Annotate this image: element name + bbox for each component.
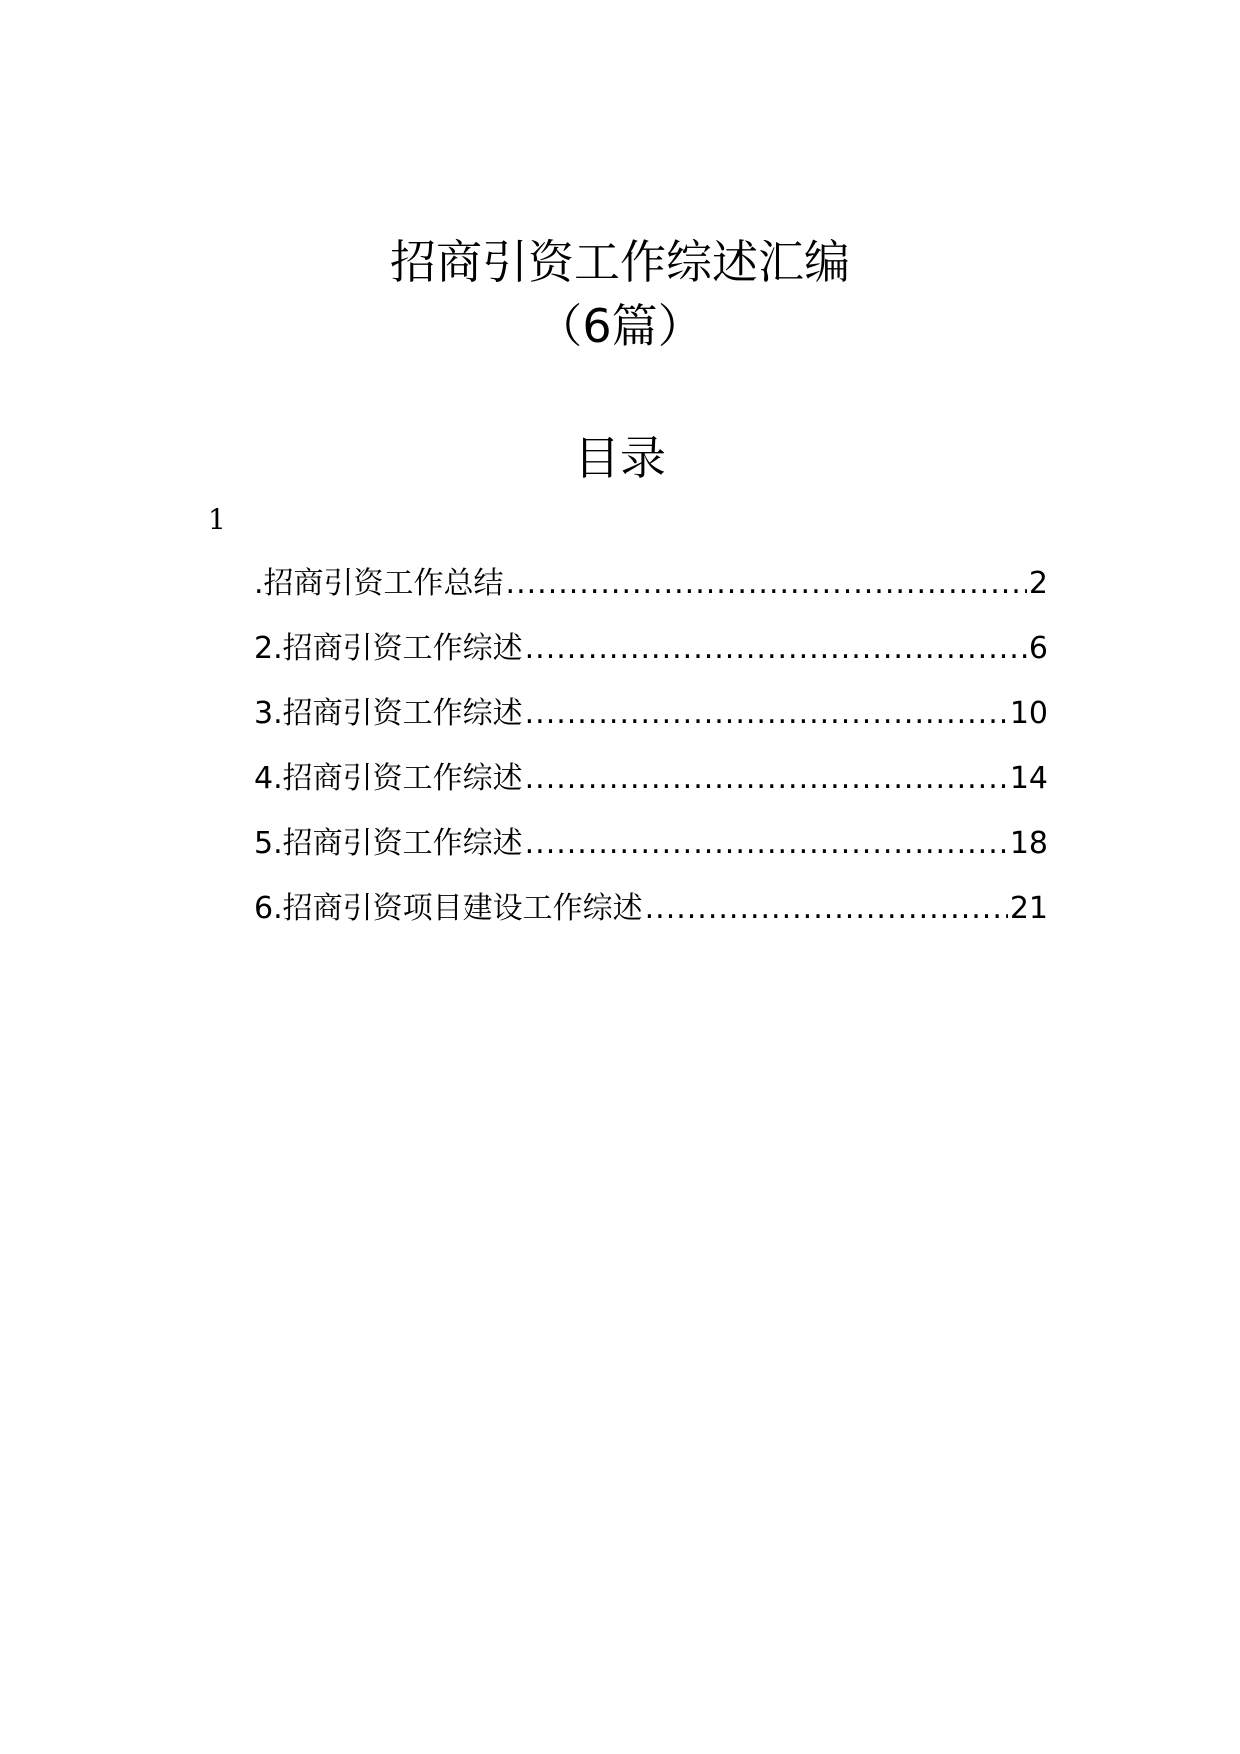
toc-item-label: 2.招商引资工作综述 [254, 631, 523, 666]
toc-item-label: .招商引资工作总结 [254, 566, 504, 601]
toc-item[interactable] [254, 820, 1048, 885]
toc-item[interactable] [254, 885, 1048, 950]
toc-item-page: 10 [1009, 696, 1048, 731]
toc-item[interactable] [254, 560, 1048, 625]
toc-dot-leader [525, 755, 1008, 803]
toc-item-label: 4.招商引资工作综述 [254, 761, 523, 796]
table-of-contents [254, 560, 1048, 950]
toc-item-label: 6.招商引资项目建设工作综述 [254, 891, 643, 926]
toc-heading: 目录 [574, 431, 666, 485]
toc-item[interactable] [254, 625, 1048, 690]
toc-item[interactable] [254, 755, 1048, 820]
toc-dot-leader [525, 625, 1027, 673]
toc-item-page: 21 [1009, 891, 1048, 926]
toc-item-label: 5.招商引资工作综述 [254, 826, 523, 861]
toc-dot-leader [525, 690, 1008, 738]
stray-number: 1 [208, 503, 226, 536]
toc-item[interactable] [254, 690, 1048, 755]
toc-dot-leader [525, 820, 1008, 868]
document-title: 招商引资工作综述汇编 [390, 235, 850, 289]
toc-item-page: 2 [1028, 566, 1048, 601]
toc-item-label: 3.招商引资工作综述 [254, 696, 523, 731]
toc-dot-leader [506, 560, 1027, 608]
toc-dot-leader [645, 885, 1008, 933]
document-subtitle: （6篇） [536, 299, 704, 353]
toc-item-page: 14 [1009, 761, 1048, 796]
toc-item-page: 6 [1028, 631, 1048, 666]
toc-item-page: 18 [1009, 826, 1048, 861]
